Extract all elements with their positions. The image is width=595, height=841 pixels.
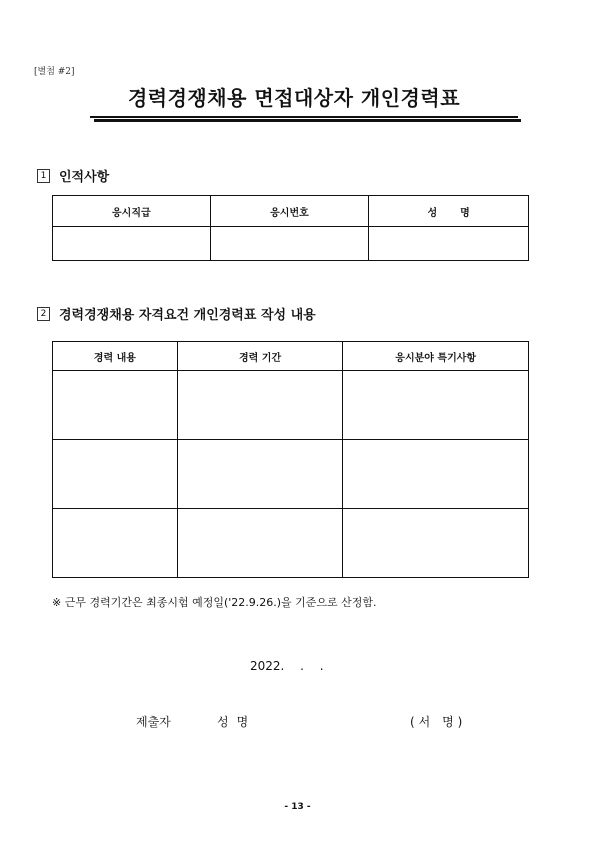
submitter-label: 제출자 [136,715,171,729]
attachment-label: [별첨 #2] [34,67,75,77]
signature-label: (서 명) [410,715,467,729]
section-2-title: 경력경쟁채용 자격요건 개인경력표 작성 내용 [59,308,316,323]
header-career-content: 경력 내용 [53,342,178,371]
table-row [53,371,529,440]
cell-field-notes-field[interactable] [343,440,529,509]
table-row [53,509,529,578]
header-career-period: 경력 기간 [177,342,343,371]
title-block [70,82,518,122]
section-2-heading [37,304,316,323]
career-period-note: ※ 근무 경력기간은 최종시험 예정일('22.9.26.)을 기준으로 산정함. [52,596,377,609]
cell-applied-rank-field[interactable] [53,227,211,261]
table-row [53,227,529,261]
personal-info-table [52,195,529,261]
section-1-title: 인적사항 [59,170,110,185]
page-number: - 13 - [284,802,311,812]
section-1-heading [37,166,109,185]
career-table [52,341,529,578]
title-underline-thick [94,119,521,122]
cell-field-notes-field[interactable] [343,371,529,440]
submission-date: 2022. . . [250,659,324,673]
cell-career-period-field[interactable] [177,371,343,440]
cell-name-field[interactable] [369,227,529,261]
cell-career-content-field[interactable] [53,371,178,440]
table-header-row [53,196,529,227]
section-2-number: 2 [37,307,50,321]
cell-career-period-field[interactable] [177,509,343,578]
header-name: 성 명 [369,196,529,227]
table-header-row [53,342,529,371]
cell-field-notes-field[interactable] [343,509,529,578]
cell-career-period-field[interactable] [177,440,343,509]
cell-career-content-field[interactable] [53,509,178,578]
table-row [53,440,529,509]
cell-exam-number-field[interactable] [210,227,369,261]
cell-career-content-field[interactable] [53,440,178,509]
header-applied-rank: 응시직급 [53,196,211,227]
header-field-notes: 응시분야 특기사항 [343,342,529,371]
name-label: 성명 [217,715,257,729]
section-1-number: 1 [37,169,50,183]
title-underline [90,116,518,118]
header-exam-number: 응시번호 [210,196,369,227]
page-title: 경력경쟁채용 면접대상자 개인경력표 [127,86,461,110]
